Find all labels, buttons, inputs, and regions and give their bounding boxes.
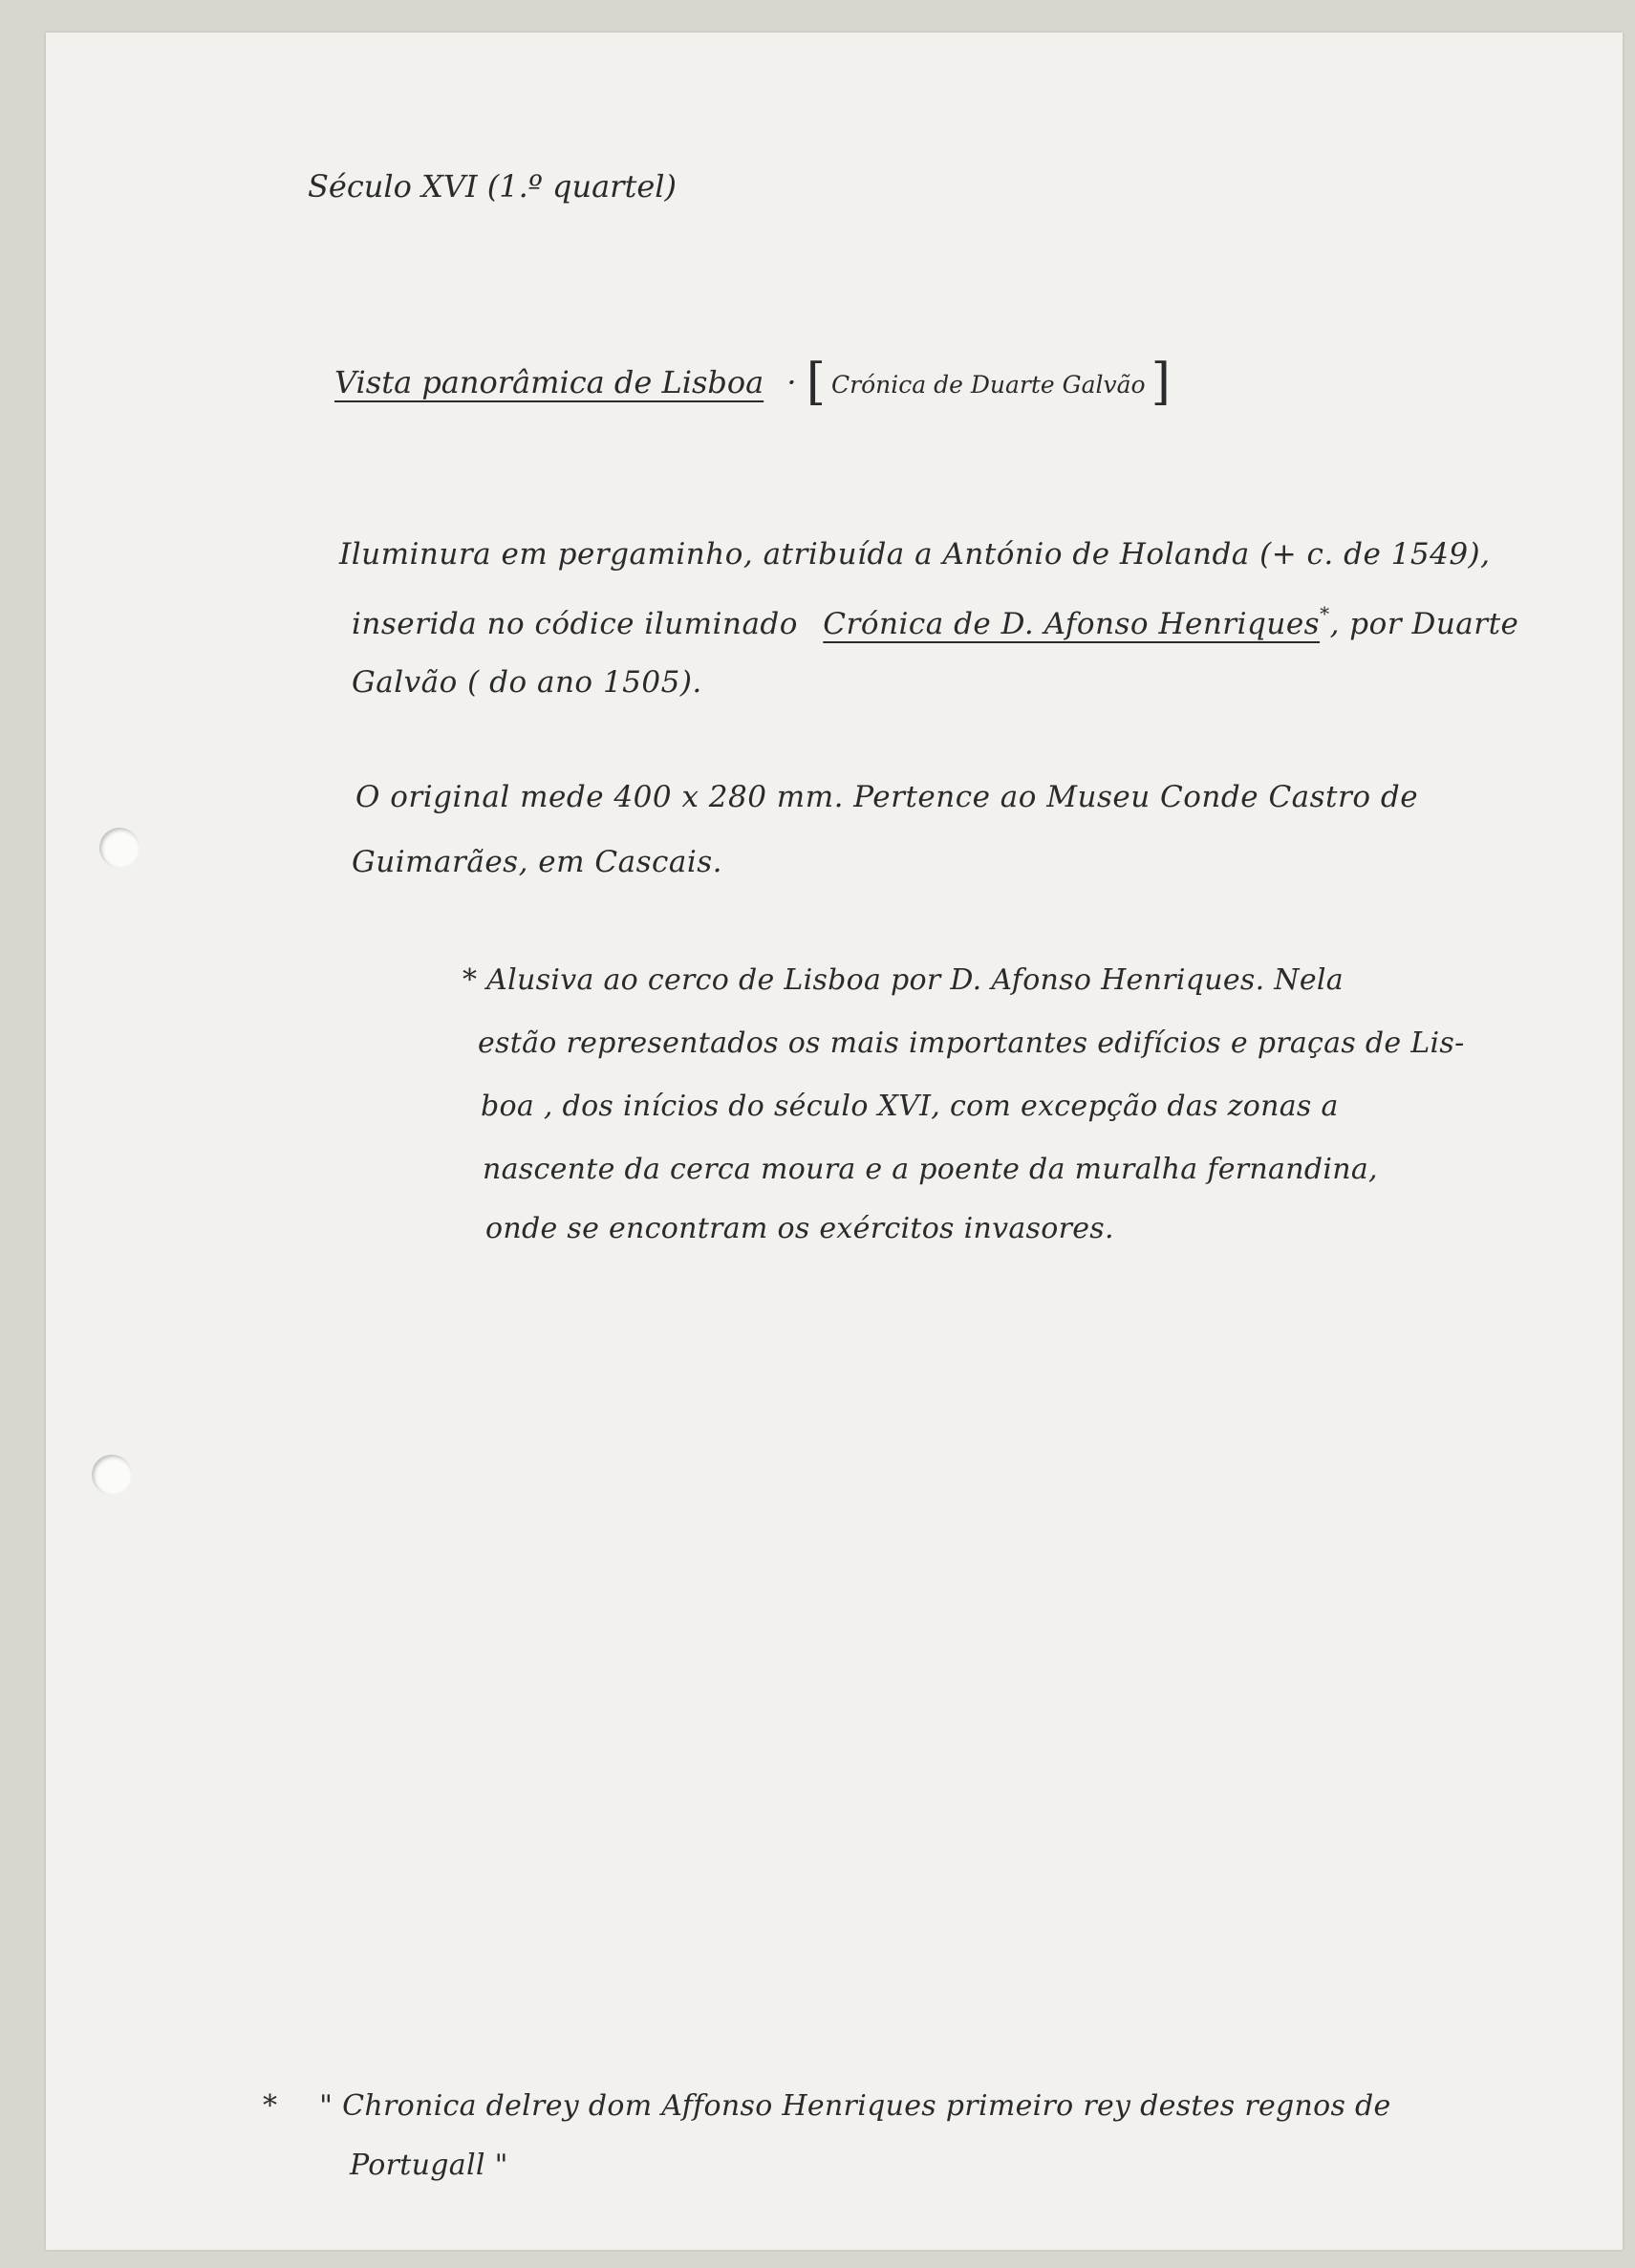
description-line-3: Galvão ( do ano 1505). (352, 665, 702, 700)
footnote-asterisk: * (263, 2089, 278, 2123)
bracket-close: ] (1151, 354, 1171, 411)
footnote-text: " Chronica delrey dom Affonso Henriques primeiro rey destes regnos de (319, 2089, 1391, 2123)
note-line-1: * Alusiva ao cerco de Lisboa por D. Afonso Henriques. Nela (463, 963, 1344, 997)
footnote-line-2: Portugall " (350, 2149, 508, 2182)
title-main: Vista panorâmica de Lisboa (334, 364, 764, 400)
note-line-2: estão representados os mais importantes edifícios e praças de Lis- (478, 1026, 1465, 1060)
note-line-3: boa , dos inícios do século XVI, com excepção das zonas a (481, 1090, 1339, 1123)
note-line-4: nascente da cerca moura e a poente da muralha fernandina, (483, 1153, 1378, 1186)
footnote-line-1 (263, 2089, 1391, 2123)
footnote-marker: * (1320, 602, 1330, 625)
description-line-1: Iluminura em pergaminho, atribuída a António de Holanda (+ c. de 1549), (339, 537, 1491, 572)
original-line-2: Guimarães, em Cascais. (352, 845, 723, 879)
description-line-2 (352, 602, 1518, 641)
punch-hole-top (99, 828, 140, 868)
document-title (334, 354, 1171, 411)
century-heading: Século XVI (1.º quartel) (308, 168, 677, 205)
note-line-5: onde se encontram os exércitos invasores. (485, 1212, 1114, 1245)
bracket-open: [ (806, 354, 827, 411)
original-line-1: O original mede 400 x 280 mm. Pertence ao Museu Conde Castro de (355, 780, 1419, 814)
title-separator: · (786, 364, 797, 400)
description-suffix: , por Duarte (1329, 607, 1519, 641)
punch-hole-bottom (92, 1455, 132, 1495)
description-work-title: Crónica de D. Afonso Henriques (823, 607, 1321, 641)
description-prefix: inserida no códice iluminado (352, 607, 798, 641)
title-bracket-note: Crónica de Duarte Galvão (831, 371, 1146, 399)
